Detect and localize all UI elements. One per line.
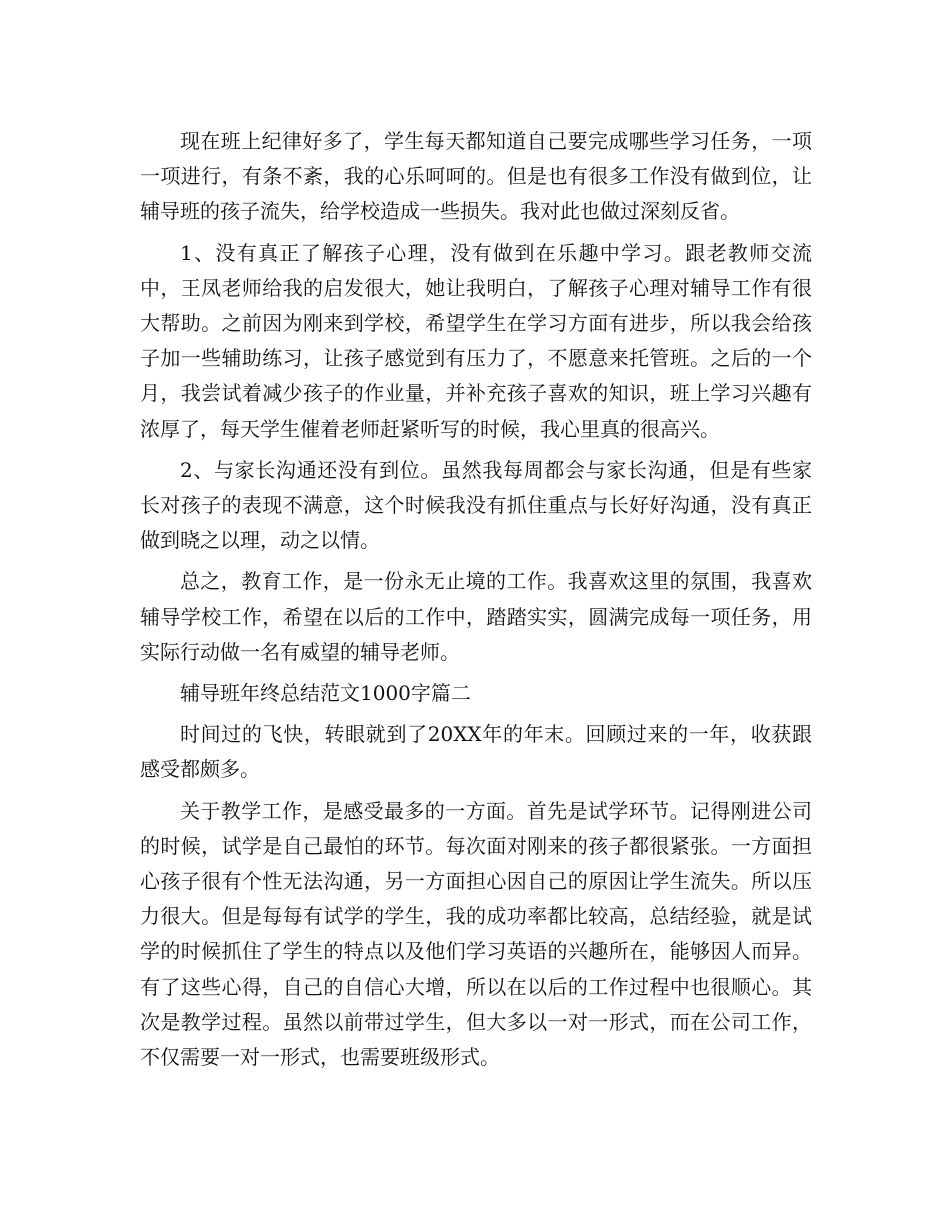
paragraph-teaching-work: 关于教学工作，是感受最多的一方面。首先是试学环节。记得刚进公司的时候，试学是自己最怕的环节。每次面对刚来的孩子都很紧张。一方面担心孩子很有个性无法沟通，另一方面担心因自己的原因让学生流失。所以压力很大。但是每每有试学的学生，我的成功率都比较高，总结经验，就是试学的时候抓住了学生的特点以及他们学习英语的兴趣所在，能够因人而异。有了这些心得，自己的自信心大增，所以在以后的工作过程中也很顺心。其次是教学过程。虽然以前带过学生，但大多以一对一形式，而在公司工作，不仅需要一对一形式，也需要班级形式。 [140, 798, 812, 1070]
paragraph-point-2: 2、与家长沟通还没有到位。虽然我每周都会与家长沟通，但是有些家长对孩子的表现不满意，这个时候我没有抓住重点与长好好沟通，没有真正做到晓之以理，动之以情。 [140, 457, 812, 553]
document-body [140, 124, 812, 1081]
paragraph-year-review: 时间过的飞快，转眼就到了20XX年的年末。回顾过来的一年，收获跟感受都颇多。 [140, 722, 812, 782]
paragraph-conclusion: 总之，教育工作，是一份永无止境的工作。我喜欢这里的氛围，我喜欢辅导学校工作，希望在以后的工作中，踏踏实实，圆满完成每一项任务，用实际行动做一名有威望的辅导老师。 [140, 569, 812, 664]
paragraph-discipline: 现在班上纪律好多了，学生每天都知道自己要完成哪些学习任务，一项一项进行，有条不紊，我的心乐呵呵的。但是也有很多工作没有做到位，让辅导班的孩子流失，给学校造成一些损失。我对此也做过深刻反省。 [140, 129, 812, 224]
section-title: 辅导班年终总结范文1000字篇二 [180, 681, 471, 706]
paragraph-point-1: 1、没有真正了解孩子心理，没有做到在乐趣中学习。跟老教师交流中，王凤老师给我的启发很大，她让我明白，了解孩子心理对辅导工作有很大帮助。之前因为刚来到学校，希望学生在学习方面有进步，所以我会给孩子加一些辅助练习，让孩子感觉到有压力了，不愿意来托管班。之后的一个月，我尝试着减少孩子的作业量，并补充孩子喜欢的知识，班上学习兴趣有浓厚了，每天学生催着老师赶紧听写的时候，我心里真的很高兴。 [140, 240, 812, 441]
